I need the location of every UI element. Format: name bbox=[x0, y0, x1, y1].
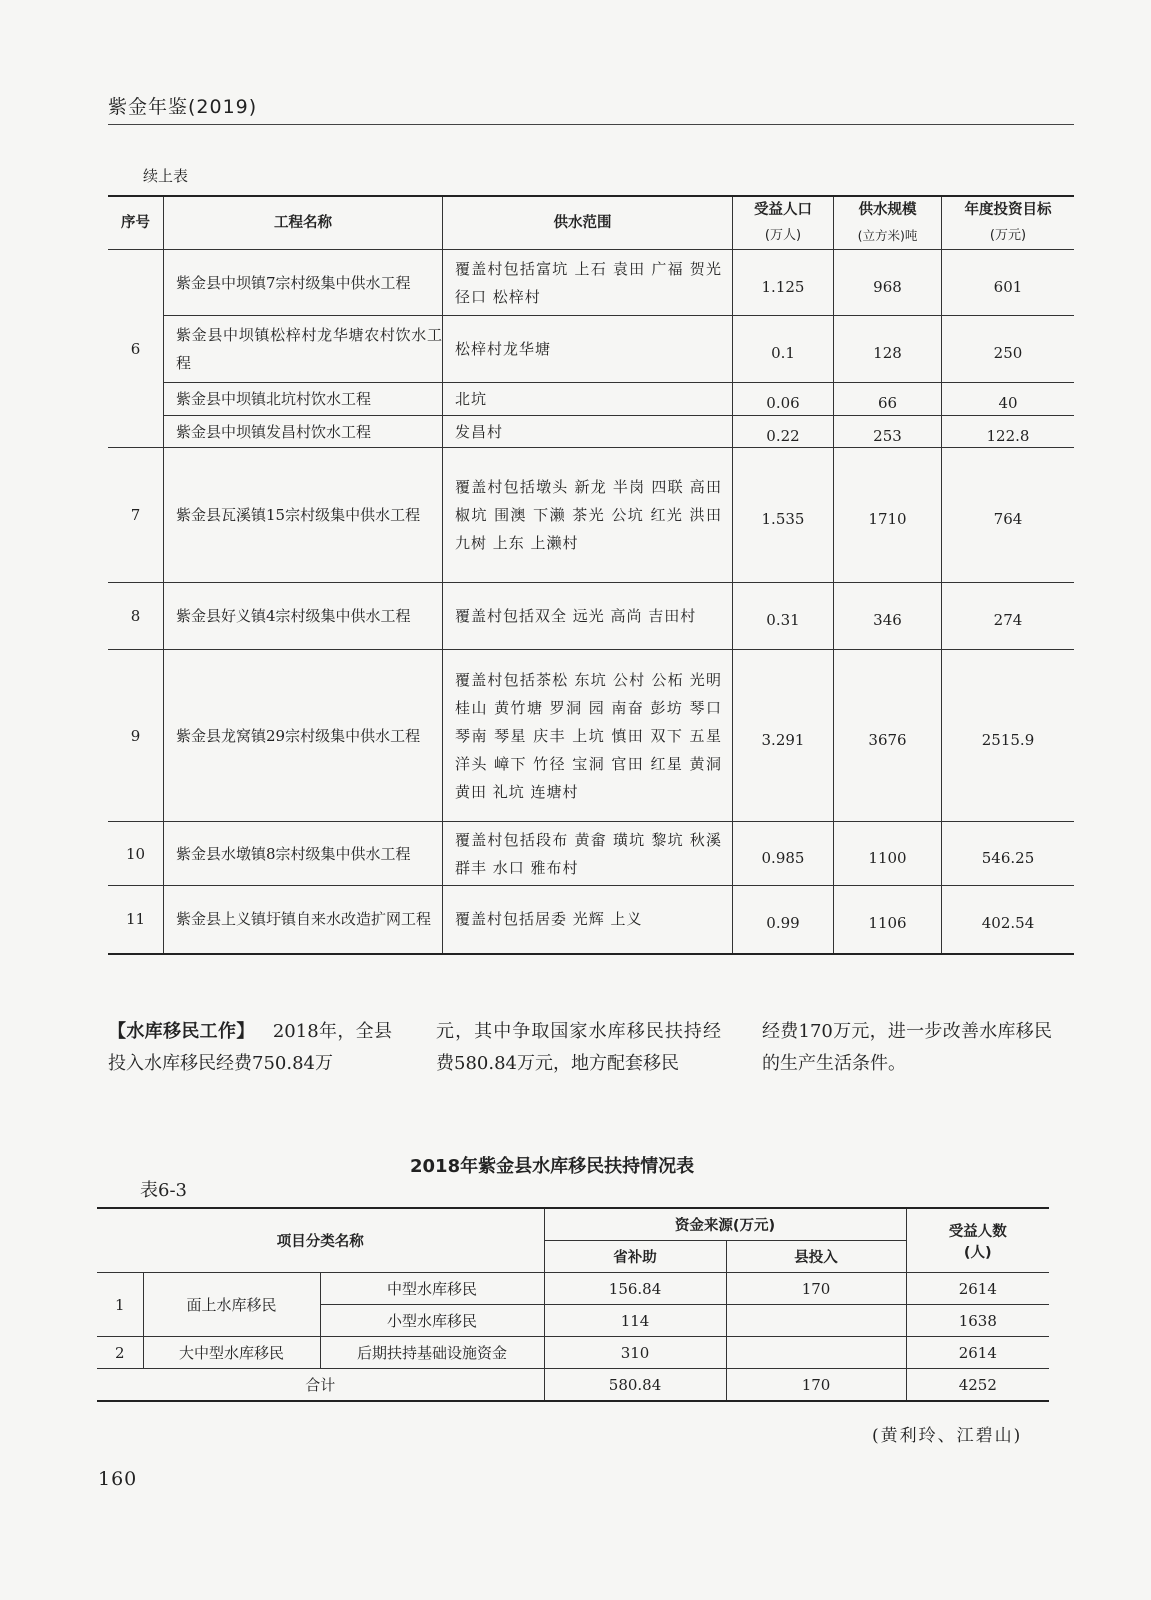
header-funding: 资金来源(万元) bbox=[544, 1208, 906, 1241]
row-seq: 9 bbox=[108, 650, 164, 822]
header-provincial: 省补助 bbox=[544, 1241, 726, 1273]
row-scope: 覆盖村包括居委 光辉 上义 bbox=[443, 886, 733, 954]
row-beneficiaries: 2614 bbox=[906, 1337, 1049, 1369]
table-total-row bbox=[97, 1369, 1049, 1402]
row-invest: 122.8 bbox=[942, 416, 1075, 448]
row-subcategory: 中型水库移民 bbox=[320, 1273, 544, 1305]
table2-title: 2018年紫金县水库移民扶持情况表 bbox=[410, 1156, 695, 1177]
row-county bbox=[726, 1337, 906, 1369]
row-name: 紫金县中坝镇发昌村饮水工程 bbox=[164, 416, 443, 448]
header-invest-title: 年度投资目标 bbox=[964, 202, 1052, 218]
running-title: 紫金年鉴(2019) bbox=[108, 96, 258, 118]
table-row bbox=[108, 316, 1074, 383]
row-county bbox=[726, 1305, 906, 1337]
row-name: 紫金县龙窝镇29宗村级集中供水工程 bbox=[164, 650, 443, 822]
table-row bbox=[97, 1273, 1049, 1305]
row-name: 紫金县水墩镇8宗村级集中供水工程 bbox=[164, 822, 443, 886]
row-scope: 覆盖村包括富坑 上石 袁田 广福 贺光 径口 松梓村 bbox=[443, 250, 733, 316]
table-row bbox=[108, 650, 1074, 822]
table-row bbox=[108, 250, 1074, 316]
row-name: 紫金县上义镇圩镇自来水改造扩网工程 bbox=[164, 886, 443, 954]
row-provincial: 156.84 bbox=[544, 1273, 726, 1305]
total-label: 合计 bbox=[97, 1369, 544, 1402]
reservoir-resettlement-table bbox=[97, 1207, 1049, 1402]
continued-label: 续上表 bbox=[143, 167, 189, 185]
row-scope: 覆盖村包括双全 远光 高尚 吉田村 bbox=[443, 583, 733, 650]
row-invest: 2515.9 bbox=[942, 650, 1075, 822]
table-row bbox=[97, 1337, 1049, 1369]
header-scale-title: 供水规模 bbox=[858, 202, 917, 218]
row-invest: 250 bbox=[942, 316, 1075, 383]
header-name: 工程名称 bbox=[164, 196, 443, 250]
row-scope: 发昌村 bbox=[443, 416, 733, 448]
row-subcategory: 小型水库移民 bbox=[320, 1305, 544, 1337]
row-scope: 覆盖村包括段布 黄畲 璜坑 黎坑 秋溪 群丰 水口 雅布村 bbox=[443, 822, 733, 886]
row-pop: 1.535 bbox=[733, 448, 834, 583]
header-scale-unit: (立方米)吨 bbox=[857, 228, 918, 243]
row-seq: 7 bbox=[108, 448, 164, 583]
row-scope: 北坑 bbox=[443, 383, 733, 416]
row-invest: 402.54 bbox=[942, 886, 1075, 954]
row-beneficiaries: 2614 bbox=[906, 1273, 1049, 1305]
header-rule bbox=[108, 124, 1074, 125]
section-text-col1 bbox=[108, 1016, 392, 1080]
total-beneficiaries: 4252 bbox=[906, 1369, 1049, 1402]
row-scope: 松梓村龙华塘 bbox=[443, 316, 733, 383]
row-scale: 1106 bbox=[834, 886, 942, 954]
row-pop: 0.22 bbox=[733, 416, 834, 448]
row-invest: 601 bbox=[942, 250, 1075, 316]
row-seq: 11 bbox=[108, 886, 164, 954]
table-header-row bbox=[108, 196, 1074, 250]
table-row bbox=[108, 416, 1074, 448]
row-pop: 1.125 bbox=[733, 250, 834, 316]
row-subcategory: 后期扶持基础设施资金 bbox=[320, 1337, 544, 1369]
header-beneficiaries-title: 受益人数 bbox=[948, 1223, 1007, 1240]
section-text-col3: 经费170万元，进一步改善水库移民的生产生活条件。 bbox=[762, 1021, 1052, 1074]
row-pop: 0.99 bbox=[733, 886, 834, 954]
table2-header-row bbox=[97, 1208, 1049, 1241]
header-invest bbox=[942, 196, 1075, 250]
total-county: 170 bbox=[726, 1369, 906, 1402]
row-scope: 覆盖村包括墩头 新龙 半岗 四联 高田 椒坑 围澳 下濑 茶光 公坑 红光 洪田 九树 上东 上濑村 bbox=[443, 448, 733, 583]
row-beneficiaries: 1638 bbox=[906, 1305, 1049, 1337]
header-beneficiaries-unit: (人) bbox=[963, 1244, 992, 1261]
row-name: 紫金县中坝镇北坑村饮水工程 bbox=[164, 383, 443, 416]
row-invest: 274 bbox=[942, 583, 1075, 650]
row-seq: 2 bbox=[97, 1337, 143, 1369]
row-provincial: 114 bbox=[544, 1305, 726, 1337]
row-pop: 0.06 bbox=[733, 383, 834, 416]
row-scale: 1100 bbox=[834, 822, 942, 886]
header-category: 项目分类名称 bbox=[97, 1208, 544, 1273]
row-scale: 66 bbox=[834, 383, 942, 416]
header-scale bbox=[834, 196, 942, 250]
header-seq: 序号 bbox=[108, 196, 164, 250]
table-row bbox=[108, 886, 1074, 954]
row-name: 紫金县中坝镇松梓村龙华塘农村饮水工程 bbox=[164, 316, 443, 383]
row-seq: 1 bbox=[97, 1273, 143, 1337]
row-name: 紫金县好义镇4宗村级集中供水工程 bbox=[164, 583, 443, 650]
row-name: 紫金县中坝镇7宗村级集中供水工程 bbox=[164, 250, 443, 316]
header-beneficiaries bbox=[906, 1208, 1049, 1273]
row-category: 大中型水库移民 bbox=[143, 1337, 320, 1369]
table-row bbox=[108, 583, 1074, 650]
section-title: 【水库移民工作】 bbox=[108, 1021, 255, 1042]
row-scale: 968 bbox=[834, 250, 942, 316]
row-invest: 546.25 bbox=[942, 822, 1075, 886]
table2-label: 表6-3 bbox=[140, 1180, 187, 1201]
row-category: 面上水库移民 bbox=[143, 1273, 320, 1337]
table-row bbox=[108, 822, 1074, 886]
header-county: 县投入 bbox=[726, 1241, 906, 1273]
row-scope: 覆盖村包括茶松 东坑 公村 公柘 光明 桂山 黄竹塘 罗洞 园 南奋 彭坊 琴口 琴南 琴星 庆丰 上坑 慎田 双下 五星 洋头 嶂下 竹径 宝洞 官田 红星 黄洞 黄田 礼坑 连塘村 bbox=[443, 650, 733, 822]
section-text-col2: 元，其中争取国家水库移民扶持经费580.84万元，地方配套移民 bbox=[436, 1021, 721, 1074]
author-credits: (黄利玲、江碧山) bbox=[872, 1426, 1023, 1446]
page-number: 160 bbox=[98, 1468, 138, 1490]
section-text-col1-body: 2018年，全县投入水库移民经费750.84万 bbox=[108, 1021, 393, 1074]
row-seq: 6 bbox=[108, 250, 164, 448]
header-pop-title: 受益人口 bbox=[754, 202, 812, 218]
row-scale: 1710 bbox=[834, 448, 942, 583]
row-pop: 0.985 bbox=[733, 822, 834, 886]
table-row bbox=[108, 383, 1074, 416]
row-pop: 3.291 bbox=[733, 650, 834, 822]
row-scale: 346 bbox=[834, 583, 942, 650]
row-invest: 40 bbox=[942, 383, 1075, 416]
row-seq: 8 bbox=[108, 583, 164, 650]
row-invest: 764 bbox=[942, 448, 1075, 583]
table-row bbox=[108, 448, 1074, 583]
row-pop: 0.31 bbox=[733, 583, 834, 650]
row-county: 170 bbox=[726, 1273, 906, 1305]
header-invest-unit: (万元) bbox=[989, 228, 1027, 243]
water-supply-table bbox=[108, 195, 1074, 955]
row-seq: 10 bbox=[108, 822, 164, 886]
row-scale: 3676 bbox=[834, 650, 942, 822]
header-pop-unit: (万人) bbox=[764, 228, 802, 243]
header-scope: 供水范围 bbox=[443, 196, 733, 250]
row-pop: 0.1 bbox=[733, 316, 834, 383]
row-scale: 253 bbox=[834, 416, 942, 448]
row-name: 紫金县瓦溪镇15宗村级集中供水工程 bbox=[164, 448, 443, 583]
header-pop bbox=[733, 196, 834, 250]
total-provincial: 580.84 bbox=[544, 1369, 726, 1402]
row-scale: 128 bbox=[834, 316, 942, 383]
row-provincial: 310 bbox=[544, 1337, 726, 1369]
